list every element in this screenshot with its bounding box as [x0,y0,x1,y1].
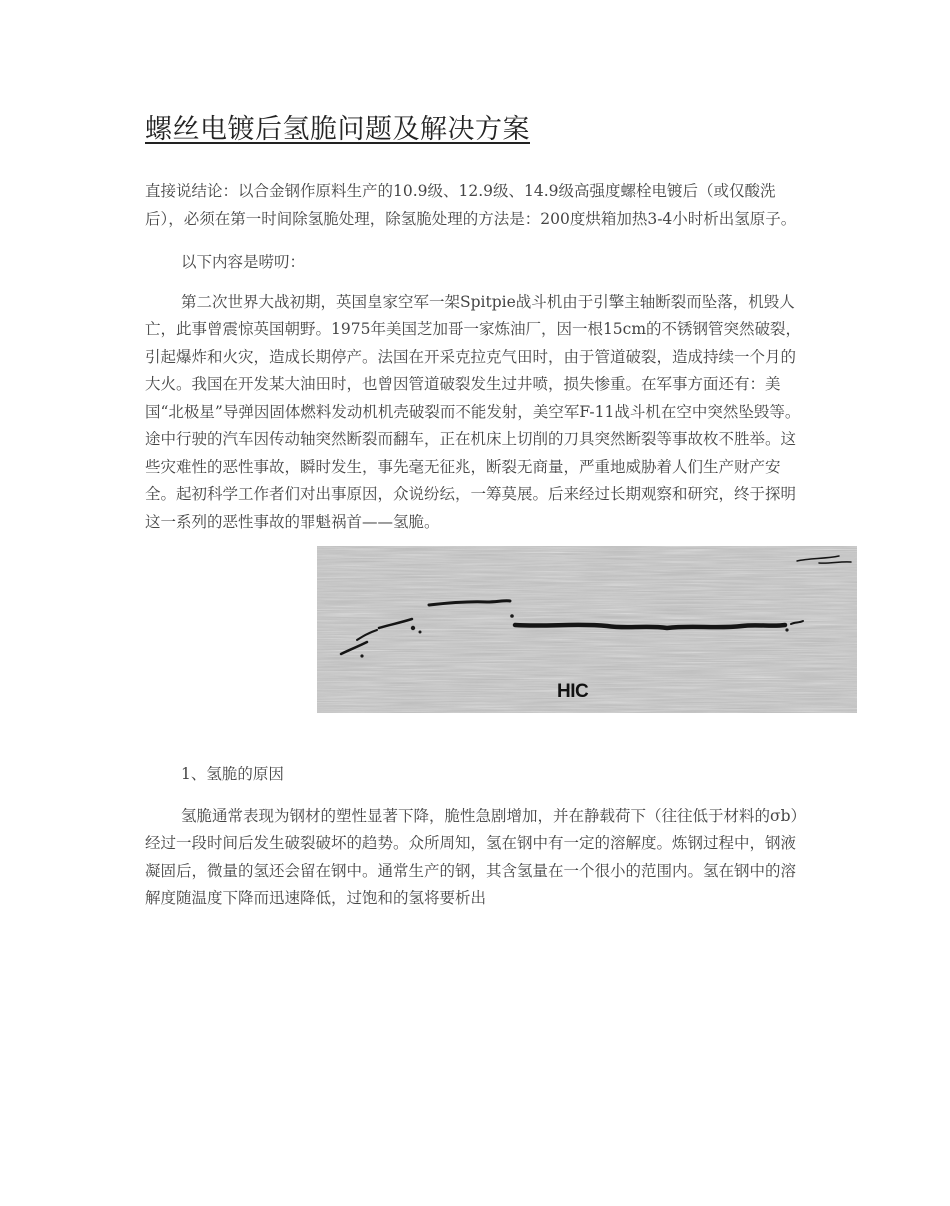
document-body [145,110,810,913]
cause-paragraph: 氢脆通常表现为钢材的塑性显著下降，脆性急剧增加，并在静载荷下（往往低于材料的σb）经过一段时间后发生破裂破坏的趋势。众所周知，氢在钢中有一定的溶解度。炼钢过程中，钢液凝固后，微量的氢还会留在钢中。通常生产的钢，其含氢量在一个很小的范围内。氢在钢中的溶解度随温度下降而迅速降低，过饱和的氢将要析出 [145,806,807,907]
document-title: 螺丝电镀后氢脆问题及解决方案 [145,114,530,145]
hic-crack-micrograph [317,546,857,713]
summary-paragraph: 直接说结论：以合金钢作原料生产的10.9级、12.9级、14.9级高强度螺栓电镀后（或仅酸洗后），必须在第一时间除氢脆处理，除氢脆处理的方法是：200度烘箱加热3-4小时析出氢原子。 [145,182,797,228]
section-heading: 1、氢脆的原因 [181,765,284,783]
figure-label: HIC [557,681,589,702]
intro-paragraph: 以下内容是唠叨： [181,253,306,271]
history-paragraph: 第二次世界大战初期，英国皇家空军一架Spitpie战斗机由于引擎主轴断裂而坠落，机毁人亡，此事曾震惊英国朝野。1975年美国芝加哥一家炼油厂，因一根15cm的不锈钢管突然破裂，引起爆炸和火灾，造成长期停产。法国在开采克拉克气田时，由于管道破裂，造成持续一个月的大火。我国在开发某大油田时，也曾因管道破裂发生过井喷，损失惨重。在军事方面还有：美国“北极星”导弹因固体燃料发动机机壳破裂而不能发射，美空军F-11战斗机在空中突然坠毁等。途中行驶的汽车因传动轴突然断裂而翻车，正在机床上切削的刀具突然断裂等事故枚不胜举。这些灾难性的恶性事故，瞬时发生，事先毫无征兆，断裂无商量，严重地威胁着人们生产财产安全。起初科学工作者们对出事原因，众说纷纭，一筹莫展。后来经过长期观察和研究，终于探明这一系列的恶性事故的罪魁祸首——氢脆。 [145,292,802,531]
